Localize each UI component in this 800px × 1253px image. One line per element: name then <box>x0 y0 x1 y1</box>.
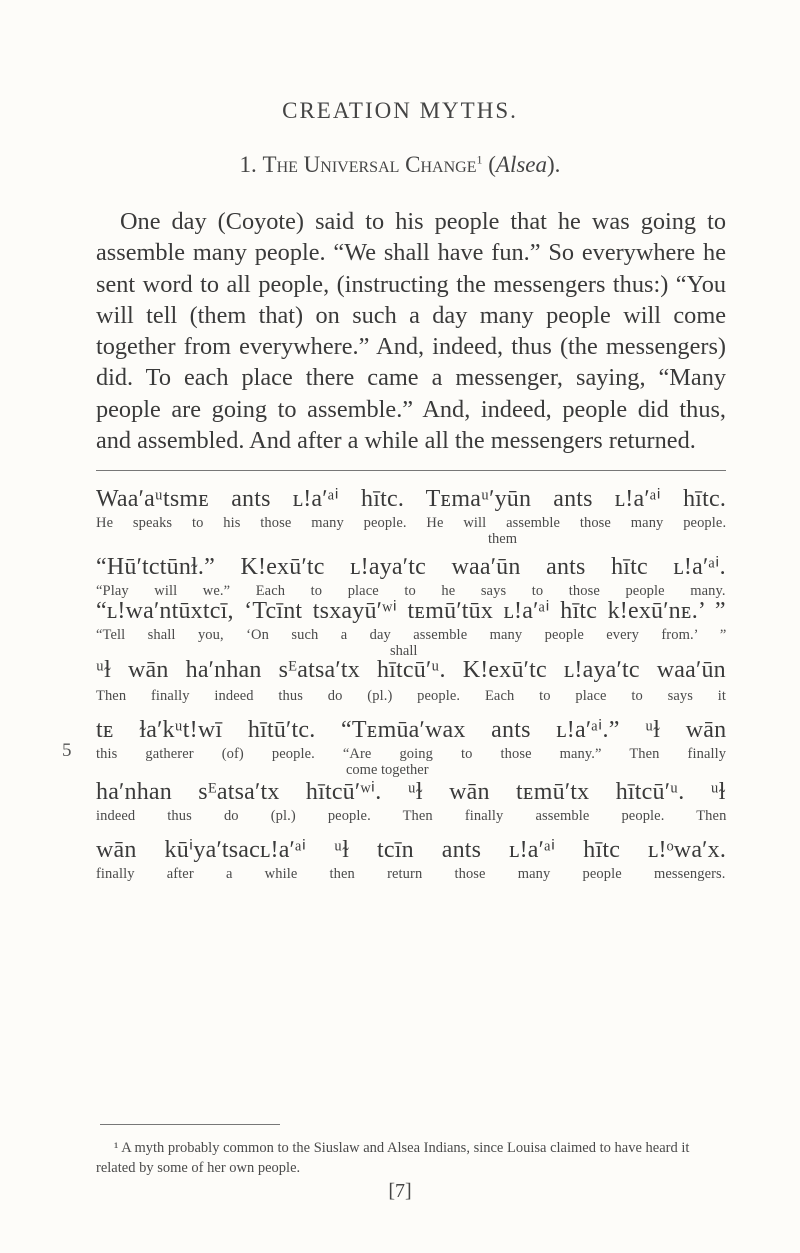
gloss-line: this gatherer (of) people. “Are going to those many.” Then finally <box>96 746 727 762</box>
chapter-title-text: The Universal Change <box>262 152 477 177</box>
chapter-number: 1. <box>239 152 257 177</box>
gloss-line: Then finally indeed thus do (pl.) people. Each to place to says it <box>96 688 727 704</box>
native-line: “Hūʹtctūnɫ.” K!exūʹtc ʟ!ayaʹtc waaʹūn ants hītc ʟ!aʹᵃⁱ. <box>96 554 726 580</box>
interlinear-row <box>96 484 736 546</box>
english-paragraph: One day (Coyote) said to his people that he was going to assemble many people. “We shall have fun.” So everywhere he sent word to all people, (instructing the messengers thus:) “You will tell (them that) on such a day many people will come together from everywhere.” And, indeed, thus (the messengers) did. To each place there came a messenger, saying, “Many people are going to assemble.” And, indeed, people did thus, and assembled. And after a while all the messengers returned. <box>96 208 726 455</box>
gloss-line: finally after a while then return those many people messengers. <box>96 866 726 882</box>
native-line: Waaʹaᵘtsmᴇ ants ʟ!aʹᵃⁱ hītc. Tᴇmaᵘʹyūn ants ʟ!aʹᵃⁱ hītc. <box>96 486 727 512</box>
gloss-subline: shall <box>390 643 418 659</box>
footnote-marker: ¹ <box>114 1140 119 1156</box>
interlinear-row <box>96 777 736 839</box>
running-head: CREATION MYTHS. <box>282 98 518 123</box>
footnote <box>96 1138 726 1178</box>
native-line: tᴇ ɫaʹkᵘt!wī hītūʹtc. “Tᴇmūaʹwax ants ʟ!aʹᵃⁱ.” ᵘɫ wān <box>96 717 727 743</box>
interlinear-row <box>96 657 736 719</box>
tribe-name: Alsea <box>495 152 548 177</box>
section-divider <box>96 470 726 471</box>
native-line: ᵘɫ wān haʹnhan sᴱatsaʹtx hītcūʹᵘ. K!exūʹtc ʟ!ayaʹtc waaʹūn <box>96 657 726 683</box>
gloss-line: indeed thus do (pl.) people. Then finally assemble people. Then <box>96 808 727 824</box>
footnote-ref: 1 <box>476 152 483 167</box>
chapter-title <box>0 152 800 178</box>
gloss-subline: them <box>488 531 517 547</box>
english-translation <box>96 206 726 456</box>
gloss-line: “Tell shall you, ‘On such a day assemble many people every from.’ ” <box>96 627 727 643</box>
page-number: [7] <box>388 1180 412 1202</box>
native-line: wān kūⁱyaʹtsacʟ!aʹᵃⁱ ᵘɫ tcīn ants ʟ!aʹᵃⁱ hītc ʟ!ᵒwaʹx. <box>96 837 727 863</box>
interlinear-row <box>96 835 736 897</box>
footnote-text: A myth probably common to the Siuslaw and Alsea Indians, since Louisa claimed to have heard it related by some of her own people. <box>96 1140 690 1176</box>
gloss-line: He speaks to his those many people. He will assemble those many people. <box>96 515 727 531</box>
native-line: “ʟ!waʹntūxtcī, ‘Tcīnt tsxayūʹʷⁱ tᴇmūʹtūx ʟ!aʹᵃⁱ hītc k!exūʹnᴇ.’ ” <box>96 598 726 624</box>
gloss-line: “Play will we.” Each to place to he says to those people many. <box>96 583 726 599</box>
gloss-subline: come together <box>346 762 429 778</box>
line-number: 5 <box>62 740 72 761</box>
interlinear-row <box>96 596 736 658</box>
footnote-divider <box>100 1124 280 1125</box>
interlinear-row <box>96 715 736 777</box>
tribe-open: ( <box>488 152 496 177</box>
native-line: haʹnhan sᴱatsaʹtx hītcūʹʷⁱ. ᵘɫ wān tᴇmūʹtx hītcūʹᵘ. ᵘɫ <box>96 779 726 805</box>
tribe-close: ). <box>547 152 561 177</box>
